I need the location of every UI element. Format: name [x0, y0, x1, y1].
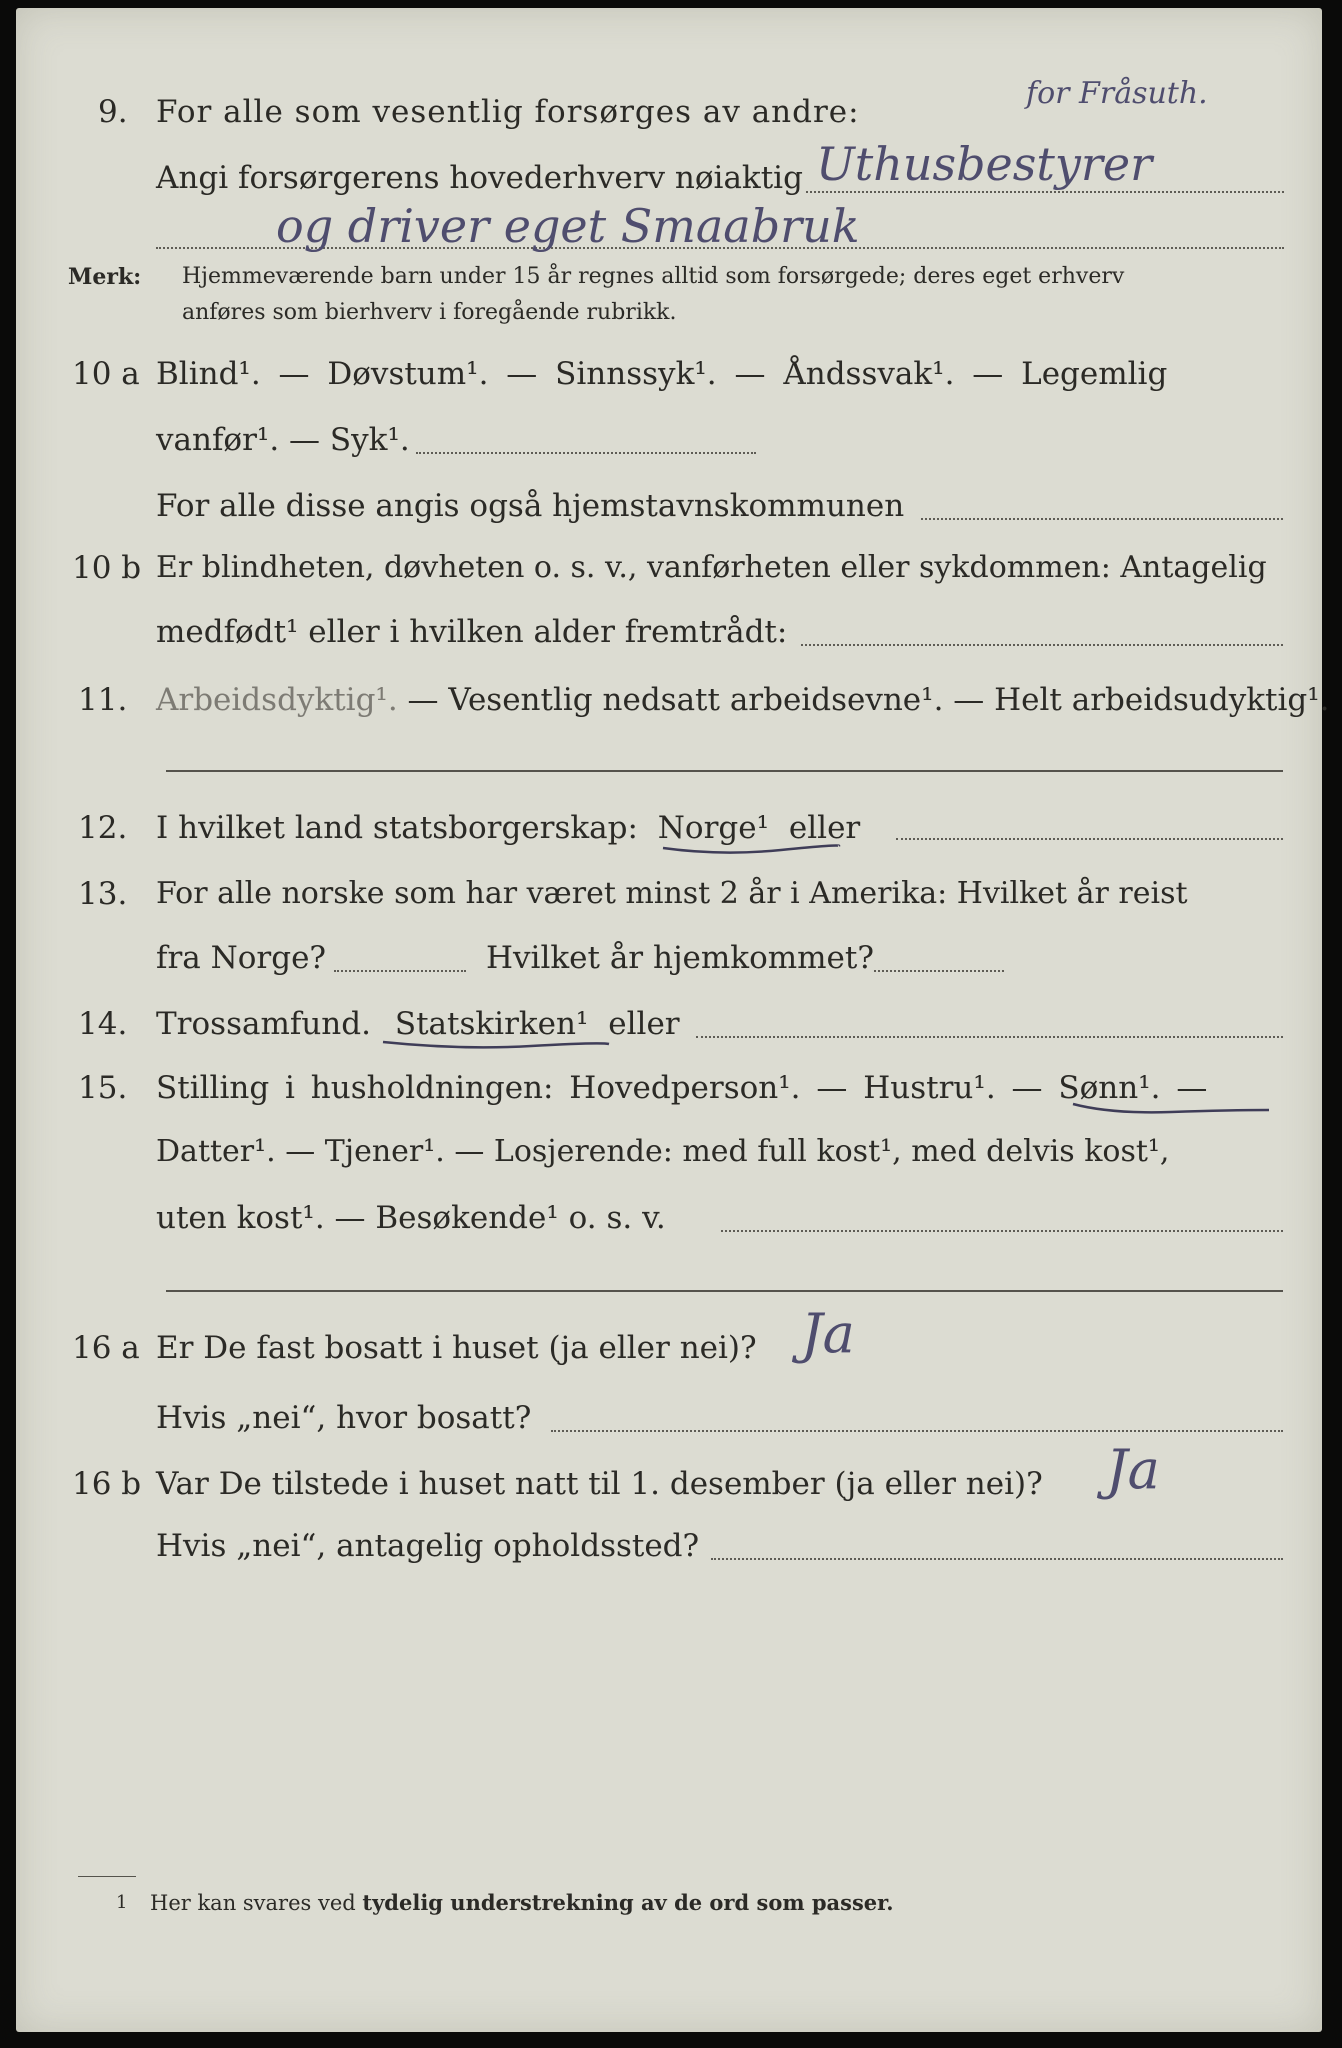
q16b-fill-line	[711, 1558, 1283, 1560]
q14-eller: eller	[608, 1006, 680, 1042]
q10a-line3: For alle disse angis også hjemstavnskommunen	[156, 488, 905, 524]
q14-statskirken-underline	[381, 1036, 611, 1052]
q12-number: 12.	[78, 810, 128, 846]
footnote-rule	[78, 1876, 136, 1877]
q13-line1: For alle norske som har været minst 2 år i Amerika: Hvilket år reist	[156, 876, 1188, 911]
q11-line	[156, 680, 1330, 720]
q15-number: 15.	[78, 1070, 128, 1106]
q9-line2: Angi forsørgerens hovederhverv nøiaktig	[156, 160, 803, 196]
footnote-text	[150, 1888, 894, 1918]
footnote-plain: Her kan svares ved	[150, 1891, 356, 1915]
q10a-fill-line-2	[921, 518, 1283, 520]
q12-text: I hvilket land statsborgerskap:	[156, 810, 638, 846]
q10b-fill-line	[801, 644, 1283, 646]
q12-norge-underline	[661, 840, 841, 856]
q9-line1: For alle som vesentlig forsørges av andre:	[156, 94, 860, 130]
q15-answer-rule	[166, 1290, 1283, 1292]
q10a-line1: Blind¹. — Døvstum¹. — Sinnssyk¹. — Åndssvak¹. — Legemlig	[156, 356, 1168, 392]
q13-line2b: Hvilket år hjemkommet?	[486, 940, 874, 976]
merk-line2: anføres som bierhverv i foregående rubrikk.	[182, 300, 677, 325]
q16b-line1: Var De tilstede i huset natt til 1. desember (ja eller nei)?	[156, 1466, 1043, 1502]
q11-faded-option: Arbeidsdyktig¹.	[156, 682, 398, 718]
footnote-bold: tydelig understrekning av de ord som passer.	[362, 1890, 894, 1915]
q16b-number: 16 b	[72, 1466, 142, 1502]
q10a-fill-line-1	[416, 452, 756, 454]
q15-sonn-underline	[1071, 1100, 1271, 1118]
merk-line1: Hjemmeværende barn under 15 år regnes alltid som forsørgede; deres eget erhverv	[182, 264, 1125, 289]
q15-line3: uten kost¹. — Besøkende¹ o. s. v.	[156, 1200, 666, 1236]
q12-eller: eller	[788, 810, 861, 846]
q11-number: 11.	[78, 682, 128, 718]
q12-fill-line	[896, 838, 1283, 840]
q9-fill-line-1	[806, 191, 1284, 193]
q10b-number: 10 b	[72, 550, 142, 586]
q13-fill-line-1	[334, 970, 466, 972]
q10b-line1: Er blindheten, døvheten o. s. v., vanførheten eller sykdommen: Antagelig	[156, 550, 1267, 585]
q16a-number: 16 a	[72, 1330, 140, 1366]
q16a-line2: Hvis „nei“, hvor bosatt?	[156, 1400, 532, 1436]
q14-statskirken: Statskirken¹	[394, 1006, 589, 1042]
q9-number: 9.	[98, 94, 128, 130]
q13-fill-line-2	[874, 970, 1004, 972]
q10a-number: 10 a	[72, 356, 140, 392]
q9-handwritten-note: for Fråsuth.	[1026, 76, 1208, 111]
footnote-mark: 1	[116, 1892, 128, 1913]
q11-answer-rule	[166, 770, 1283, 772]
q14-number: 14.	[78, 1006, 128, 1042]
q10b-line2: medfødt¹ eller i hvilken alder fremtrådt:	[156, 614, 788, 650]
q15-fill-line	[721, 1230, 1283, 1232]
q13-line2a: fra Norge?	[156, 940, 327, 976]
q11-options: — Vesentlig nedsatt arbeidsevne¹. — Helt arbeidsudyktig¹.	[397, 682, 1330, 718]
q16b-line2: Hvis „nei“, antagelig opholdssted?	[156, 1528, 700, 1564]
q15-line1: Stilling i husholdningen: Hovedperson¹. — Hustru¹. — Sønn¹. —	[156, 1070, 1208, 1106]
q10a-line2: vanfør¹. — Syk¹.	[156, 422, 410, 458]
q16b-handwritten-answer: Ja	[1106, 1438, 1160, 1501]
q14-text: Trossamfund.	[156, 1006, 371, 1042]
q9-handwritten-answer-2: og driver eget Smaabruk	[276, 199, 860, 253]
merk-label: Merk:	[68, 264, 142, 290]
q15-line2: Datter¹. — Tjener¹. — Losjerende: med full kost¹, med delvis kost¹,	[156, 1134, 1170, 1169]
q9-handwritten-answer-1: Uthusbestyrer	[816, 137, 1153, 191]
form-page	[16, 8, 1330, 2032]
q12-norge: Norge¹	[657, 810, 770, 846]
q16a-handwritten-answer: Ja	[801, 1302, 855, 1365]
q16a-fill-line	[551, 1430, 1283, 1432]
q14-fill-line	[696, 1036, 1283, 1038]
q16a-line1: Er De fast bosatt i huset (ja eller nei)?	[156, 1330, 757, 1366]
q13-number: 13.	[78, 876, 128, 912]
